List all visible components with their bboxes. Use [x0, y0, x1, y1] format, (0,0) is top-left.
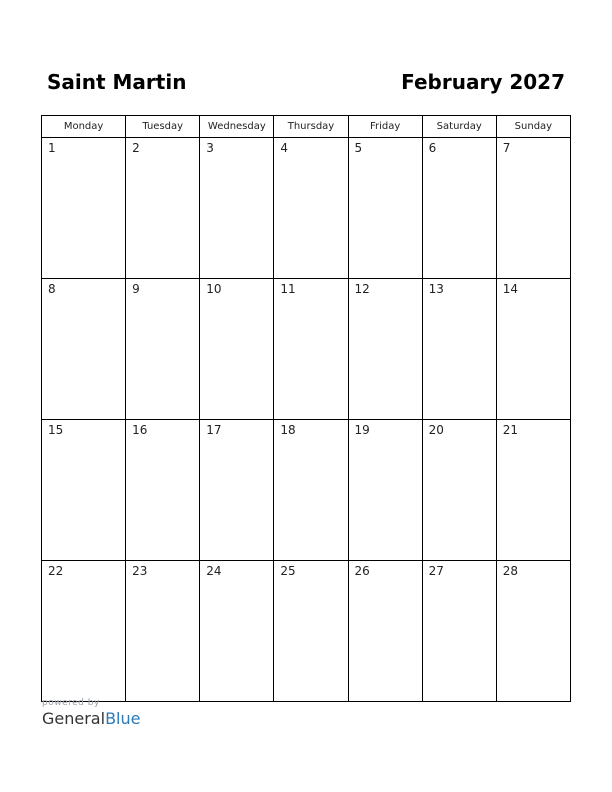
- region-title: Saint Martin: [47, 70, 187, 94]
- weekday-saturday: Saturday: [422, 116, 496, 138]
- weekday-header-row: [42, 116, 571, 138]
- day-cell: 12: [348, 279, 422, 420]
- week-row: [42, 420, 571, 561]
- weekday-wednesday: Wednesday: [200, 116, 274, 138]
- day-cell: 13: [422, 279, 496, 420]
- week-row: [42, 561, 571, 702]
- day-cell: 28: [496, 561, 570, 702]
- powered-by-label: powered by: [42, 698, 100, 708]
- weekday-monday: Monday: [42, 116, 126, 138]
- day-cell: 7: [496, 138, 570, 279]
- brand-logo: [42, 709, 140, 728]
- day-cell: 21: [496, 420, 570, 561]
- day-cell: 19: [348, 420, 422, 561]
- day-cell: 6: [422, 138, 496, 279]
- brand-blue-text: Blue: [105, 709, 141, 728]
- month-year-title: February 2027: [401, 70, 565, 94]
- day-cell: 11: [274, 279, 348, 420]
- day-cell: 26: [348, 561, 422, 702]
- day-cell: 15: [42, 420, 126, 561]
- day-cell: 5: [348, 138, 422, 279]
- day-cell: 17: [200, 420, 274, 561]
- day-cell: 10: [200, 279, 274, 420]
- day-cell: 18: [274, 420, 348, 561]
- day-cell: 9: [126, 279, 200, 420]
- weekday-friday: Friday: [348, 116, 422, 138]
- day-cell: 14: [496, 279, 570, 420]
- day-cell: 4: [274, 138, 348, 279]
- day-cell: 25: [274, 561, 348, 702]
- weekday-thursday: Thursday: [274, 116, 348, 138]
- day-cell: 3: [200, 138, 274, 279]
- day-cell: 8: [42, 279, 126, 420]
- day-cell: 16: [126, 420, 200, 561]
- calendar-grid: [41, 115, 571, 702]
- day-cell: 23: [126, 561, 200, 702]
- week-row: [42, 279, 571, 420]
- weekday-sunday: Sunday: [496, 116, 570, 138]
- day-cell: 1: [42, 138, 126, 279]
- generalblue-branding[interactable]: [42, 698, 140, 728]
- weekday-tuesday: Tuesday: [126, 116, 200, 138]
- day-cell: 2: [126, 138, 200, 279]
- day-cell: 22: [42, 561, 126, 702]
- day-cell: 20: [422, 420, 496, 561]
- week-row: [42, 138, 571, 279]
- day-cell: 27: [422, 561, 496, 702]
- day-cell: 24: [200, 561, 274, 702]
- brand-general-text: General: [42, 709, 106, 728]
